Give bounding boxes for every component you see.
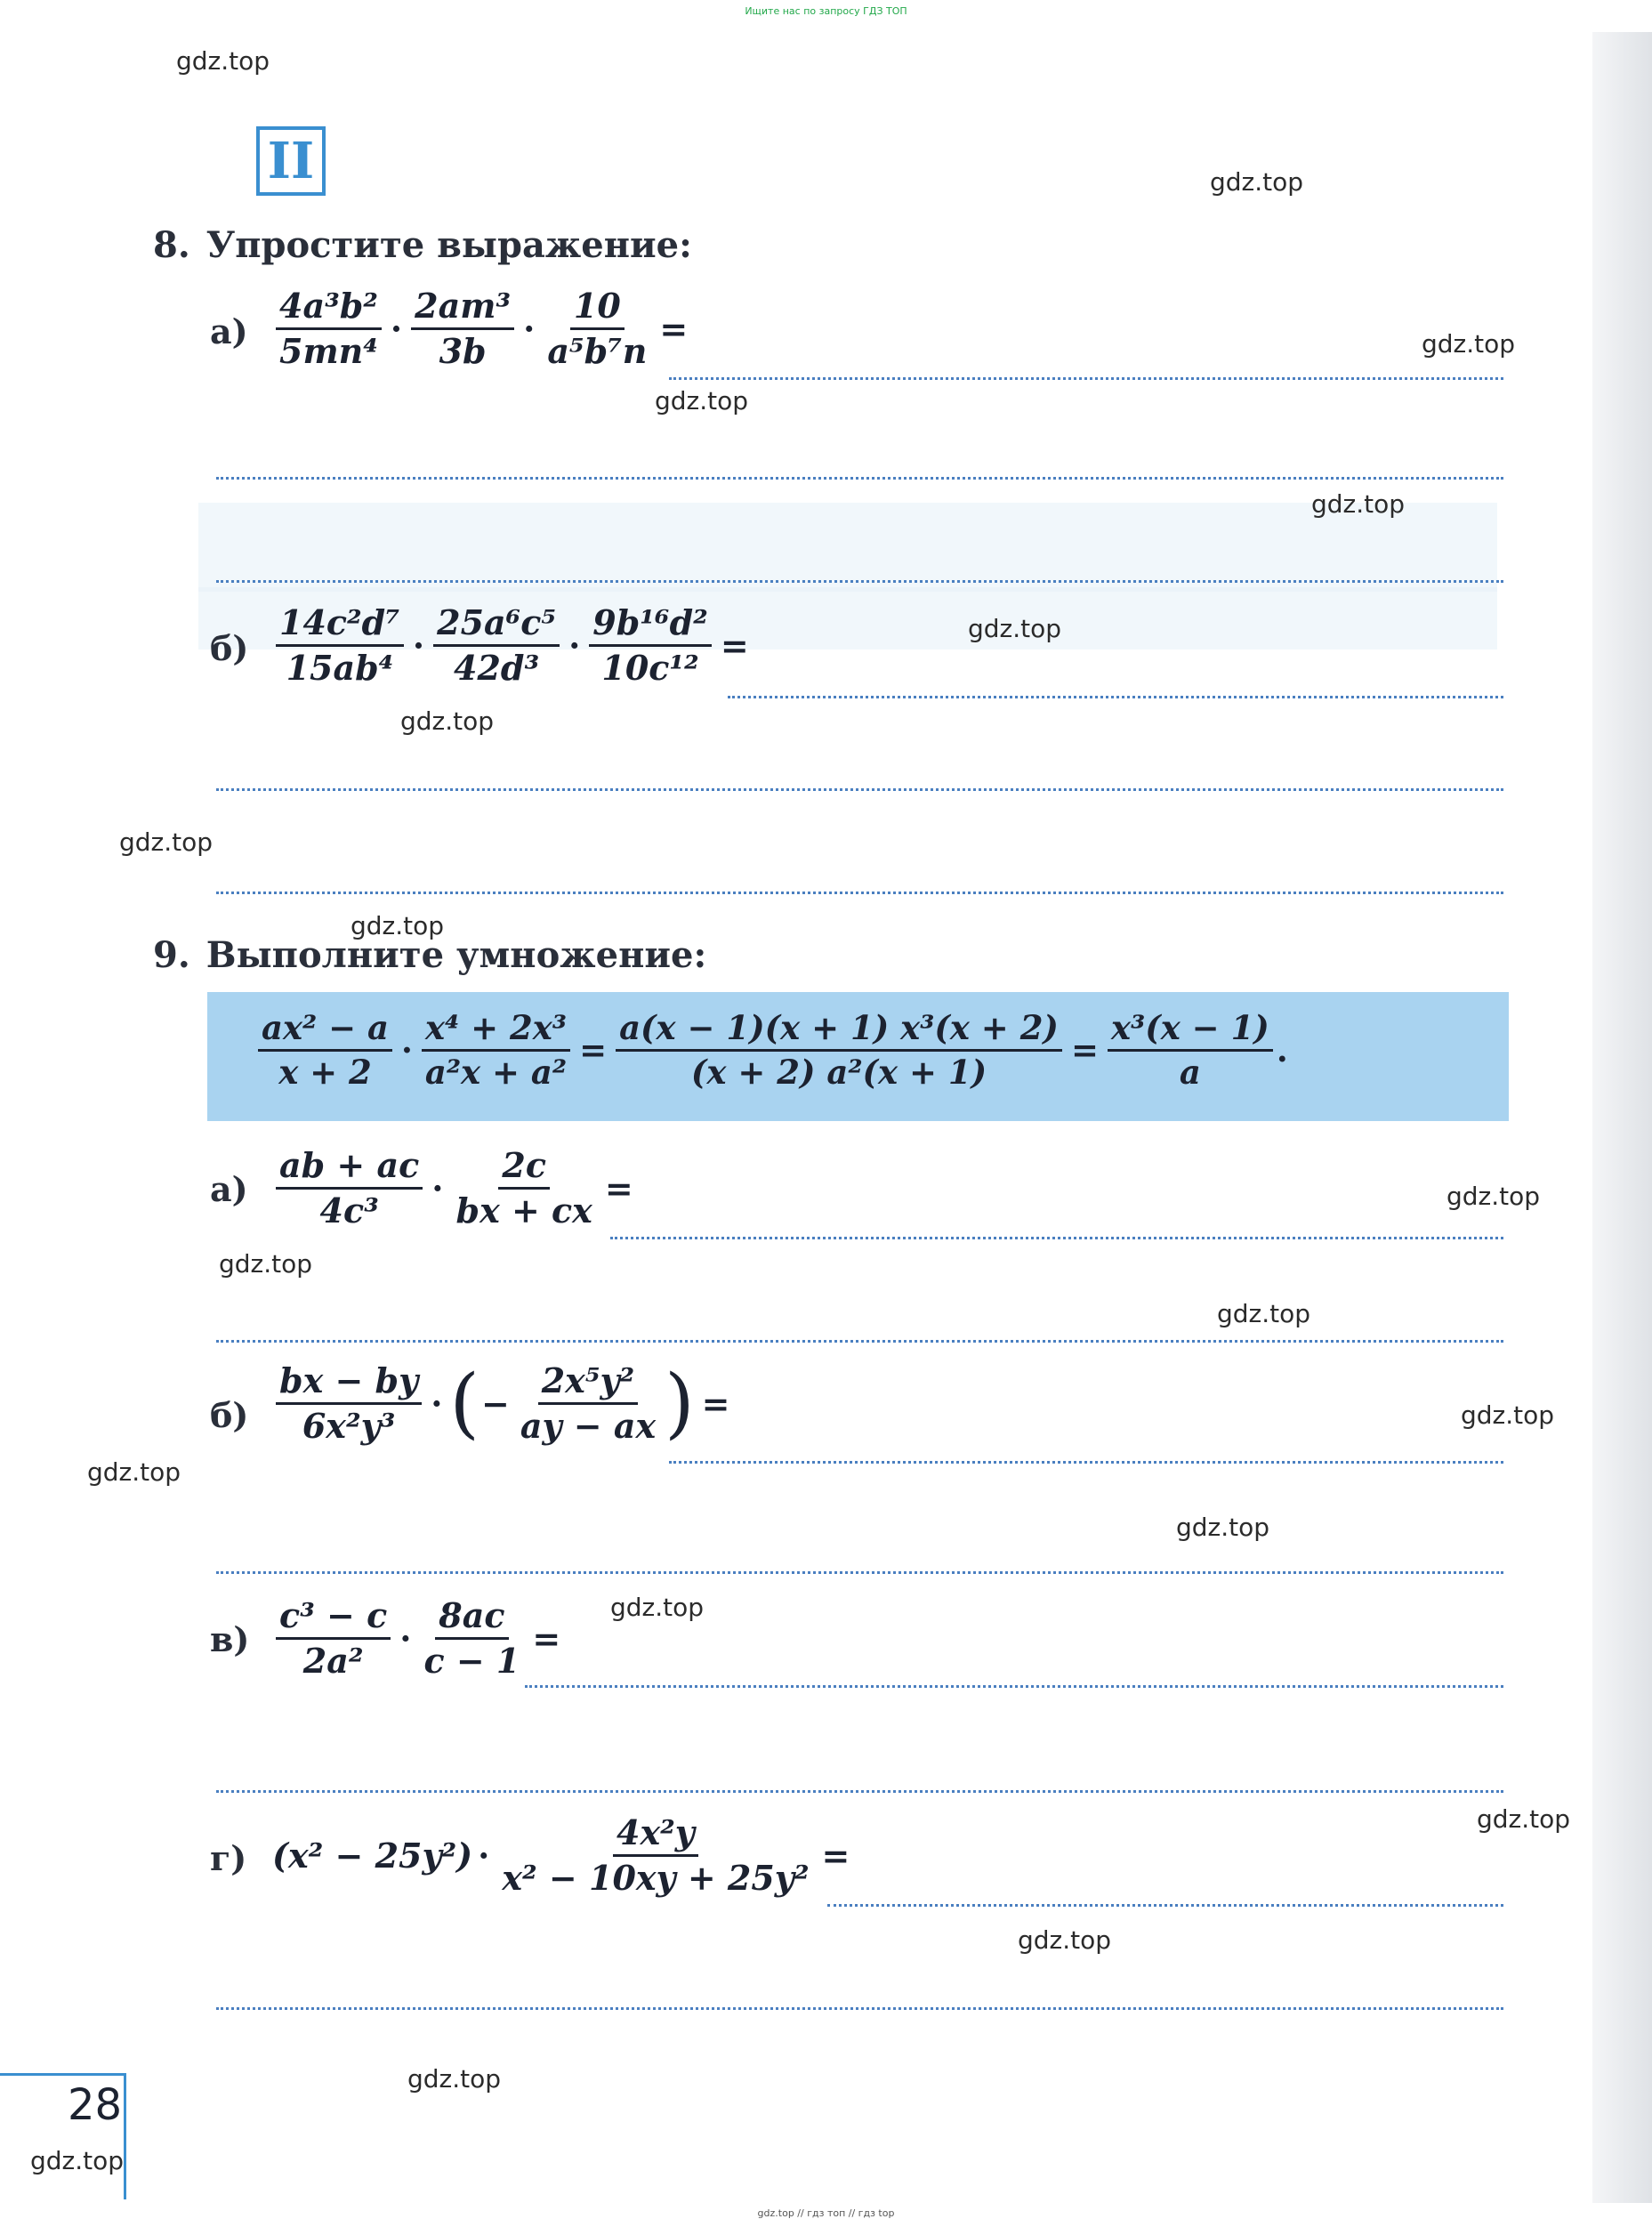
watermark: gdz.top bbox=[400, 706, 495, 736]
fraction: $\frac{bx - by}{\text{6x²y³}}$ bbox=[276, 1361, 422, 1445]
watermark: gdz.top bbox=[87, 1457, 181, 1487]
task-8-heading: Упростите выражение: bbox=[205, 224, 692, 266]
task-9c-expression: $\frac{\text{c³ − c}}{\text{2a²}}$ · $\frac{8ac}{c - 1}$ = bbox=[272, 1596, 566, 1680]
page-number: 28 bbox=[68, 2080, 123, 2130]
fraction: $\frac{\text{14c²d⁷}}{\text{15ab⁴}}$ bbox=[276, 603, 404, 687]
fraction: $\frac{\text{2am³}}{3b}$ bbox=[411, 286, 514, 370]
watermark: gdz.top bbox=[30, 2146, 125, 2175]
task-8a-expression: $\frac{\text{4a³b²}}{\text{5mn⁴}}$ · $\frac{\text{2am³}}{3b}$ · $\frac{10}{\text{a⁵b⁷n}}$ = bbox=[272, 286, 693, 370]
leading-factor: (x² − 25y²) bbox=[272, 1835, 473, 1876]
answer-line[interactable] bbox=[525, 1685, 1503, 1688]
watermark: gdz.top bbox=[1422, 329, 1516, 359]
task-8-title bbox=[153, 224, 692, 266]
watermark: gdz.top bbox=[1311, 489, 1406, 519]
answer-line[interactable] bbox=[610, 1237, 1503, 1239]
answer-line[interactable] bbox=[216, 1340, 1503, 1343]
task-9-title bbox=[153, 934, 706, 976]
fraction: $\frac{\text{25a⁶c⁵}}{\text{42d³}}$ bbox=[433, 603, 560, 687]
worked-example-expression: $\frac{\text{ax² − a}}{x + 2}$ · $\frac{\text{x⁴ + 2x³}}{\text{a²x + a²}}$ = $\frac{\text{a(x − 1)(x + 1) x³(x + 2)}}{\text{(x + 2) a²(x + 1)}}$ = $\frac{\text{x³(x − 1)}}{a}$ . bbox=[254, 1009, 1288, 1091]
answer-line[interactable] bbox=[216, 2007, 1503, 2010]
watermark: gdz.top bbox=[655, 386, 749, 416]
answer-line[interactable] bbox=[216, 892, 1503, 894]
watermark: gdz.top bbox=[1477, 1804, 1571, 1834]
header-note: Ищите нас по запросу ГДЗ ТОП bbox=[745, 5, 907, 17]
fraction: $\frac{10}{\text{a⁵b⁷n}}$ bbox=[547, 286, 648, 371]
minus-sign: − bbox=[480, 1383, 510, 1424]
fraction: $\frac{\text{9b¹⁶d²}}{\text{10c¹²}}$ bbox=[589, 603, 712, 687]
task-9c-label: в) bbox=[210, 1619, 250, 1659]
answer-line[interactable] bbox=[216, 1571, 1503, 1574]
fraction: $\frac{\text{2x⁵y²}}{ay - ax}$ bbox=[520, 1360, 657, 1446]
equals-sign: = bbox=[821, 1835, 850, 1876]
page-edge-shadow bbox=[1592, 32, 1652, 2203]
task-8b-label: б) bbox=[210, 628, 249, 668]
watermark: gdz.top bbox=[1447, 1182, 1541, 1211]
footer-note: gdz.top // гдз топ // гдз top bbox=[757, 2207, 895, 2219]
task-9b-label: б) bbox=[210, 1395, 249, 1435]
answer-line[interactable] bbox=[216, 580, 1503, 583]
task-9d-expression: (x² − 25y²) · $\frac{\text{4x²y}}{\text{x² − 10xy + 25y²}}$ = bbox=[272, 1812, 850, 1898]
watermark: gdz.top bbox=[176, 46, 270, 76]
answer-line[interactable] bbox=[827, 1904, 1503, 1907]
equals-sign: = bbox=[720, 625, 749, 666]
equals-sign: = bbox=[532, 1618, 561, 1658]
watermark: gdz.top bbox=[351, 911, 445, 940]
fraction: $\frac{\text{x³(x − 1)}}{a}$ bbox=[1108, 1009, 1273, 1091]
watermark: gdz.top bbox=[610, 1593, 705, 1622]
watermark: gdz.top bbox=[407, 2064, 502, 2094]
task-9a-expression: $\frac{ab + ac}{\text{4c³}}$ · $\frac{2c}{bx + cx}$ = bbox=[272, 1146, 639, 1230]
level-badge: II bbox=[256, 126, 326, 196]
task-8b-expression: $\frac{\text{14c²d⁷}}{\text{15ab⁴}}$ · $\frac{\text{25a⁶c⁵}}{\text{42d³}}$ · $\frac{\text{9b¹⁶d²}}{\text{10c¹²}}$ = bbox=[272, 603, 754, 687]
answer-line[interactable] bbox=[728, 696, 1503, 698]
fraction: $\frac{8ac}{c - 1}$ bbox=[423, 1595, 520, 1681]
task-8-number: 8. bbox=[153, 224, 190, 266]
task-8a-label: а) bbox=[210, 311, 248, 351]
watermark: gdz.top bbox=[1018, 1925, 1112, 1955]
watermark: gdz.top bbox=[119, 827, 214, 857]
fraction: $\frac{ab + ac}{\text{4c³}}$ bbox=[276, 1146, 423, 1230]
task-9-number: 9. bbox=[153, 934, 190, 976]
watermark: gdz.top bbox=[1217, 1299, 1311, 1328]
fraction: $\frac{\text{c³ − c}}{\text{2a²}}$ bbox=[276, 1596, 391, 1680]
watermark: gdz.top bbox=[219, 1249, 313, 1279]
answer-line[interactable] bbox=[216, 788, 1503, 791]
show-through-band bbox=[198, 503, 1497, 592]
answer-line[interactable] bbox=[669, 377, 1503, 380]
equals-sign: = bbox=[701, 1383, 730, 1424]
watermark: gdz.top bbox=[1210, 167, 1304, 197]
watermark: gdz.top bbox=[968, 614, 1062, 643]
watermark: gdz.top bbox=[1461, 1400, 1555, 1430]
task-9a-label: а) bbox=[210, 1169, 248, 1209]
fraction: $\frac{\text{4x²y}}{\text{x² − 10xy + 25y²}}$ bbox=[502, 1812, 810, 1898]
answer-line[interactable] bbox=[216, 477, 1503, 480]
equals-sign: = bbox=[659, 308, 689, 349]
task-9-heading: Выполните умножение: bbox=[205, 934, 707, 976]
answer-line[interactable] bbox=[669, 1461, 1503, 1464]
fraction: $\frac{2c}{bx + cx}$ bbox=[455, 1145, 592, 1230]
answer-line[interactable] bbox=[216, 1790, 1503, 1793]
watermark: gdz.top bbox=[1176, 1513, 1270, 1542]
task-9b-expression: $\frac{bx - by}{\text{6x²y³}}$ · ( − $\frac{\text{2x⁵y²}}{ay - ax}$ ) = bbox=[272, 1361, 736, 1445]
fraction: $\frac{\text{x⁴ + 2x³}}{\text{a²x + a²}}$ bbox=[422, 1009, 570, 1091]
task-9d-label: г) bbox=[210, 1838, 247, 1878]
fraction: $\frac{\text{4a³b²}}{\text{5mn⁴}}$ bbox=[276, 286, 382, 370]
fraction: $\frac{\text{ax² − a}}{x + 2}$ bbox=[258, 1009, 392, 1091]
fraction: $\frac{\text{a(x − 1)(x + 1) x³(x + 2)}}{\text{(x + 2) a²(x + 1)}}$ bbox=[616, 1009, 1062, 1091]
equals-sign: = bbox=[604, 1167, 633, 1208]
